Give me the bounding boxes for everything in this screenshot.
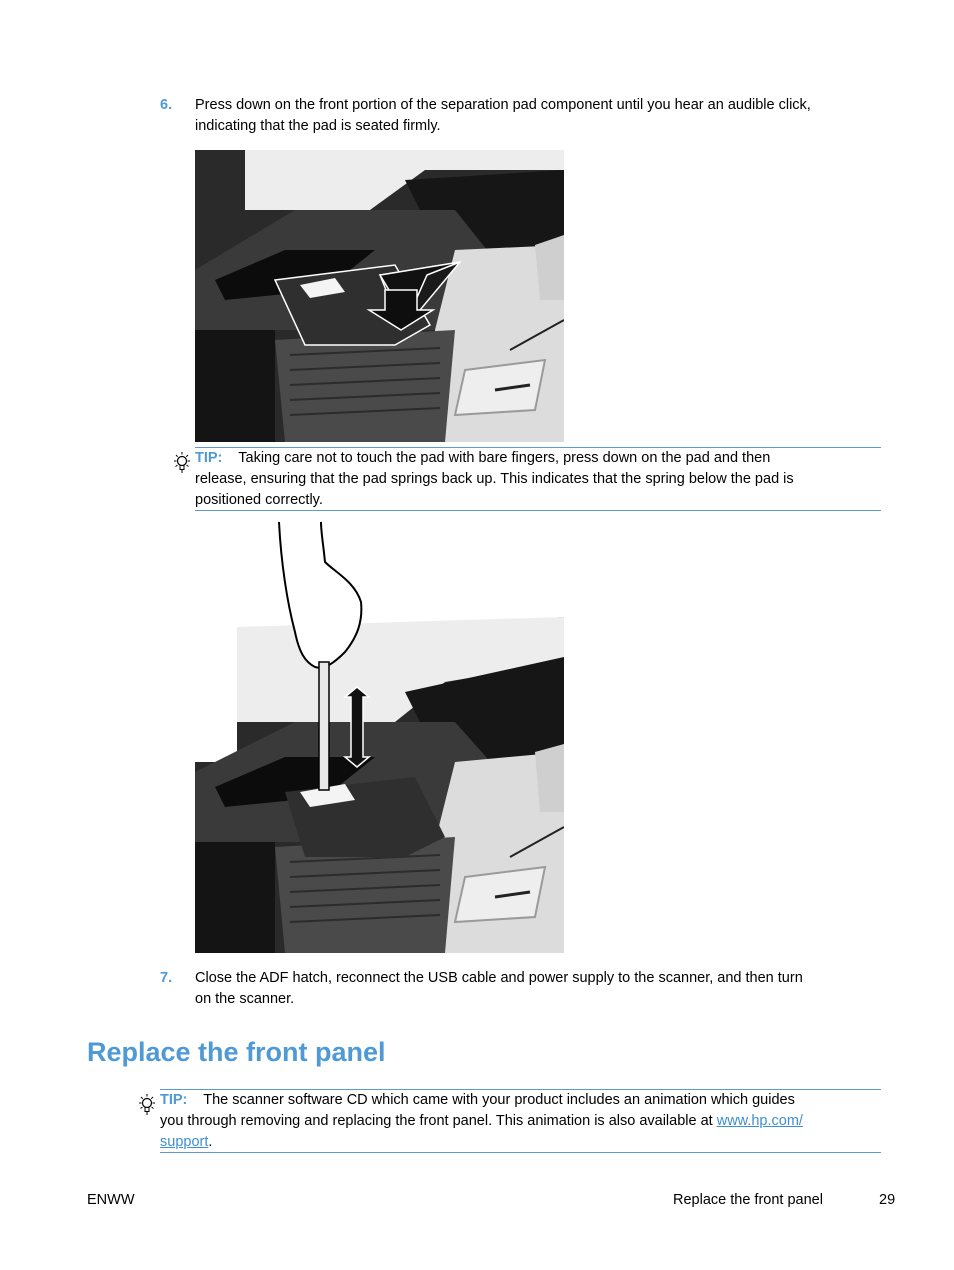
scanner-pen-illustration <box>195 522 564 953</box>
tip-2-line-2: you through removing and replacing the front panel. This animation is also available at <box>160 1113 713 1129</box>
step-6-text <box>195 95 885 137</box>
footer-page-number: 29 <box>879 1192 896 1208</box>
section-heading: Replace the front panel <box>87 1037 386 1067</box>
tip-2-suffix: . <box>208 1134 213 1150</box>
lightbulb-icon <box>171 451 193 475</box>
lightbulb-icon <box>136 1093 158 1117</box>
footer-left: ENWW <box>87 1192 135 1208</box>
tip-1-line-3: positioned correctly. <box>195 492 323 508</box>
tip-box-animation <box>160 1089 881 1153</box>
figure-test-pad-spring <box>195 522 564 953</box>
tip-2-line-1: The scanner software CD which came with your product includes an animation which guides <box>203 1092 795 1108</box>
figure-press-separation-pad <box>195 150 564 442</box>
step-7-number: 7. <box>160 970 173 986</box>
step-6-line-2: indicating that the pad is seated firmly. <box>195 118 441 134</box>
tip-1-line-2: release, ensuring that the pad springs back up. This indicates that the spring below the pad is <box>195 471 794 487</box>
hp-support-link-part-1[interactable]: www.hp.com/ <box>716 1113 803 1129</box>
scanner-press-illustration <box>195 150 564 442</box>
footer-section-name: Replace the front panel <box>673 1192 823 1208</box>
step-6-number: 6. <box>160 97 173 113</box>
hp-support-link-part-2[interactable]: support <box>160 1134 209 1150</box>
step-7-text <box>195 968 885 1010</box>
step-7-line-1: Close the ADF hatch, reconnect the USB cable and power supply to the scanner, and then turn <box>195 970 803 986</box>
step-6-line-1: Press down on the front portion of the separation pad component until you hear an audible click, <box>195 97 811 113</box>
tip-2-label: TIP: <box>160 1092 188 1108</box>
tip-1-line-1: Taking care not to touch the pad with bare fingers, press down on the pad and then <box>238 450 771 466</box>
tip-box-pad-spring <box>195 447 881 511</box>
tip-1-label: TIP: <box>195 450 223 466</box>
step-7-line-2: on the scanner. <box>195 991 295 1007</box>
